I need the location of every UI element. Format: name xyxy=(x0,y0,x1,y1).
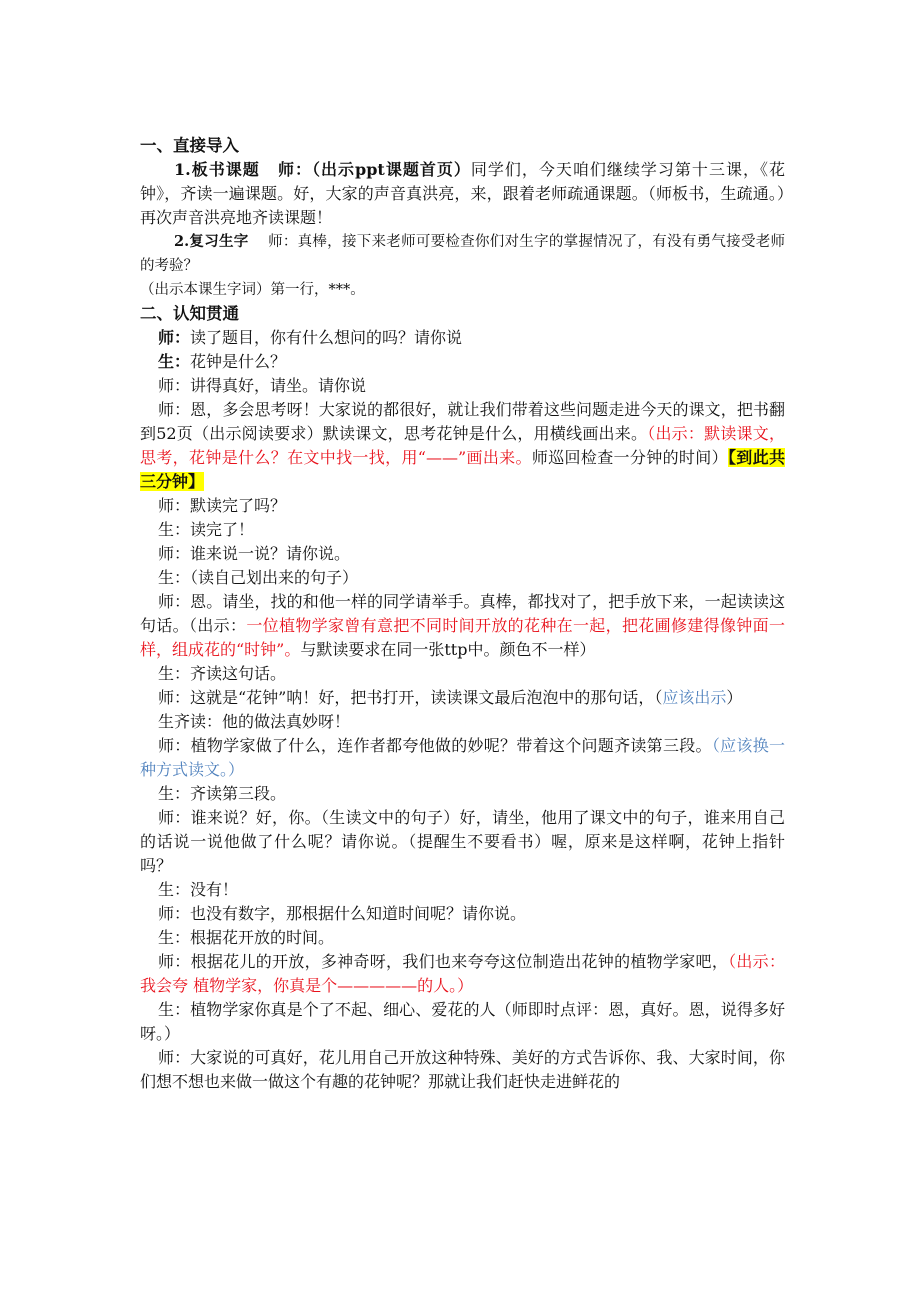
line-text: 师：根据花儿的开放，多神奇呀，我们也来夸夸这位制造出花钟的植物学家吧， xyxy=(158,952,729,971)
paragraph-board-title xyxy=(140,158,785,230)
slide-prompt: （出示：我会夸 植物学家，你真是个—————的人。） xyxy=(140,952,785,995)
dialogue-line xyxy=(140,686,785,710)
line-text: 师：这就是“花钟”呐！好，把书打开，读读课文最后泡泡中的那句话，（ xyxy=(158,688,663,707)
dialogue-line: 师：默读完了吗？ xyxy=(158,496,287,515)
line-text: 师：恩。请坐，找的和他一样的同学请举手。真棒，都找对了，把手放下来，一起读读这句话。（出示： xyxy=(140,592,785,635)
speaker-label: 生： xyxy=(158,352,191,371)
dialogue-line: 生：齐读第三段。 xyxy=(158,784,287,803)
dialogue-line: 生：没有！ xyxy=(158,880,239,899)
dialogue-line: 生：齐读这句话。 xyxy=(158,664,287,683)
teacher-comment: （应该换一种方式读文。） xyxy=(140,736,785,779)
speaker-label: 师：（出示ppt课题首页） xyxy=(278,160,471,179)
line-text: 读了题目，你有什么想问的吗？请你说 xyxy=(190,328,463,347)
item-number: 1. xyxy=(174,160,191,179)
item-heading: 2.复习生字 xyxy=(174,233,249,250)
time-marker: 【到此共三分钟】 xyxy=(140,448,785,491)
line-text: 师：植物学家做了什么，连作者都夸他做的妙呢？带着这个问题齐读第三段。 xyxy=(158,736,712,755)
dialogue-line: 师：谁来说一说？请你说。 xyxy=(158,544,351,563)
speaker-label: 师： xyxy=(158,328,191,347)
line-text: 花钟是什么？ xyxy=(190,352,287,371)
dialogue-line xyxy=(140,734,785,782)
line-text: 师：恩，多会思考呀！大家说的都很好，就让我们带着这些问题走进今天的课文，把书翻到52页（出示阅读要求）默读课文，思考花钟是什么，用横线画出来。 xyxy=(140,400,785,443)
dialogue-line: 师：讲得真好，请坐。请你说 xyxy=(158,376,367,395)
dialogue-line: 生：植物学家你真是个了不起、细心、爱花的人（师即时点评：恩，真好。恩，说得多好呀。） xyxy=(140,1000,785,1043)
line-text: ） xyxy=(726,688,743,707)
paragraph-text: 师：真棒，接下来老师可要检查你们对生字的掌握情况了，有没有勇气接受老师的考验？ xyxy=(140,234,786,274)
dialogue-line xyxy=(140,590,785,662)
dialogue-line: 生：根据花开放的时间。 xyxy=(158,928,335,947)
paragraph-review xyxy=(140,230,785,278)
teacher-comment: 应该出示 xyxy=(662,688,727,707)
paragraph-show-words: （出示本课生字词）第一行，***。 xyxy=(140,282,365,298)
dialogue-line xyxy=(140,350,785,374)
dialogue-line: 师：谁来说？好，你。（生读文中的句子）好，请坐，他用了课文中的句子，谁来用自己的话说一说他做了什么呢？请你说。（提醒生不要看书）喔，原来是这样啊，花钟上指针吗？ xyxy=(140,808,785,875)
section-heading-1: 一、直接导入 xyxy=(140,136,239,155)
dialogue-line: 生：读完了！ xyxy=(158,520,255,539)
dialogue-line: 生齐读：他的做法真妙呀！ xyxy=(158,712,351,731)
item-heading: 板书课题 xyxy=(190,160,260,179)
paragraph-text: 同学们，今天咱们继续学习第十三课，《花钟》，齐读一遍课题。好，大家的声音真洪亮，来，跟着老师疏通课题。（师板书，生疏通。）再次声音洪亮地齐读课题！ xyxy=(140,160,785,227)
line-text: 师巡回检查一分钟的时间） xyxy=(531,448,728,467)
dialogue-line xyxy=(140,950,785,998)
document-body xyxy=(140,134,785,1094)
line-text: 与默读要求在同一张ttp中。颜色不一样） xyxy=(300,640,596,659)
slide-quote: 一位植物学家曾有意把不同时间开放的花种在一起，把花圃修建得像钟面一样，组成花的“时钟”。 xyxy=(140,616,785,659)
dialogue-line xyxy=(140,326,785,350)
dialogue-line: 师：大家说的可真好，花儿用自己开放这种特殊、美好的方式告诉你、我、大家时间，你们想不想也来做一做这个有趣的花钟呢？那就让我们赶快走进鲜花的 xyxy=(140,1048,785,1091)
dialogue-line: 生：（读自己划出来的句子） xyxy=(158,568,359,587)
dialogue-line xyxy=(140,398,785,494)
dialogue-line: 师：也没有数字，那根据什么知道时间呢？请你说。 xyxy=(158,904,527,923)
section-heading-2: 二、认知贯通 xyxy=(140,304,239,323)
slide-instruction: （出示：默读课文，思考，花钟是什么？在文中找一找，用“——”画出来。 xyxy=(140,424,785,467)
